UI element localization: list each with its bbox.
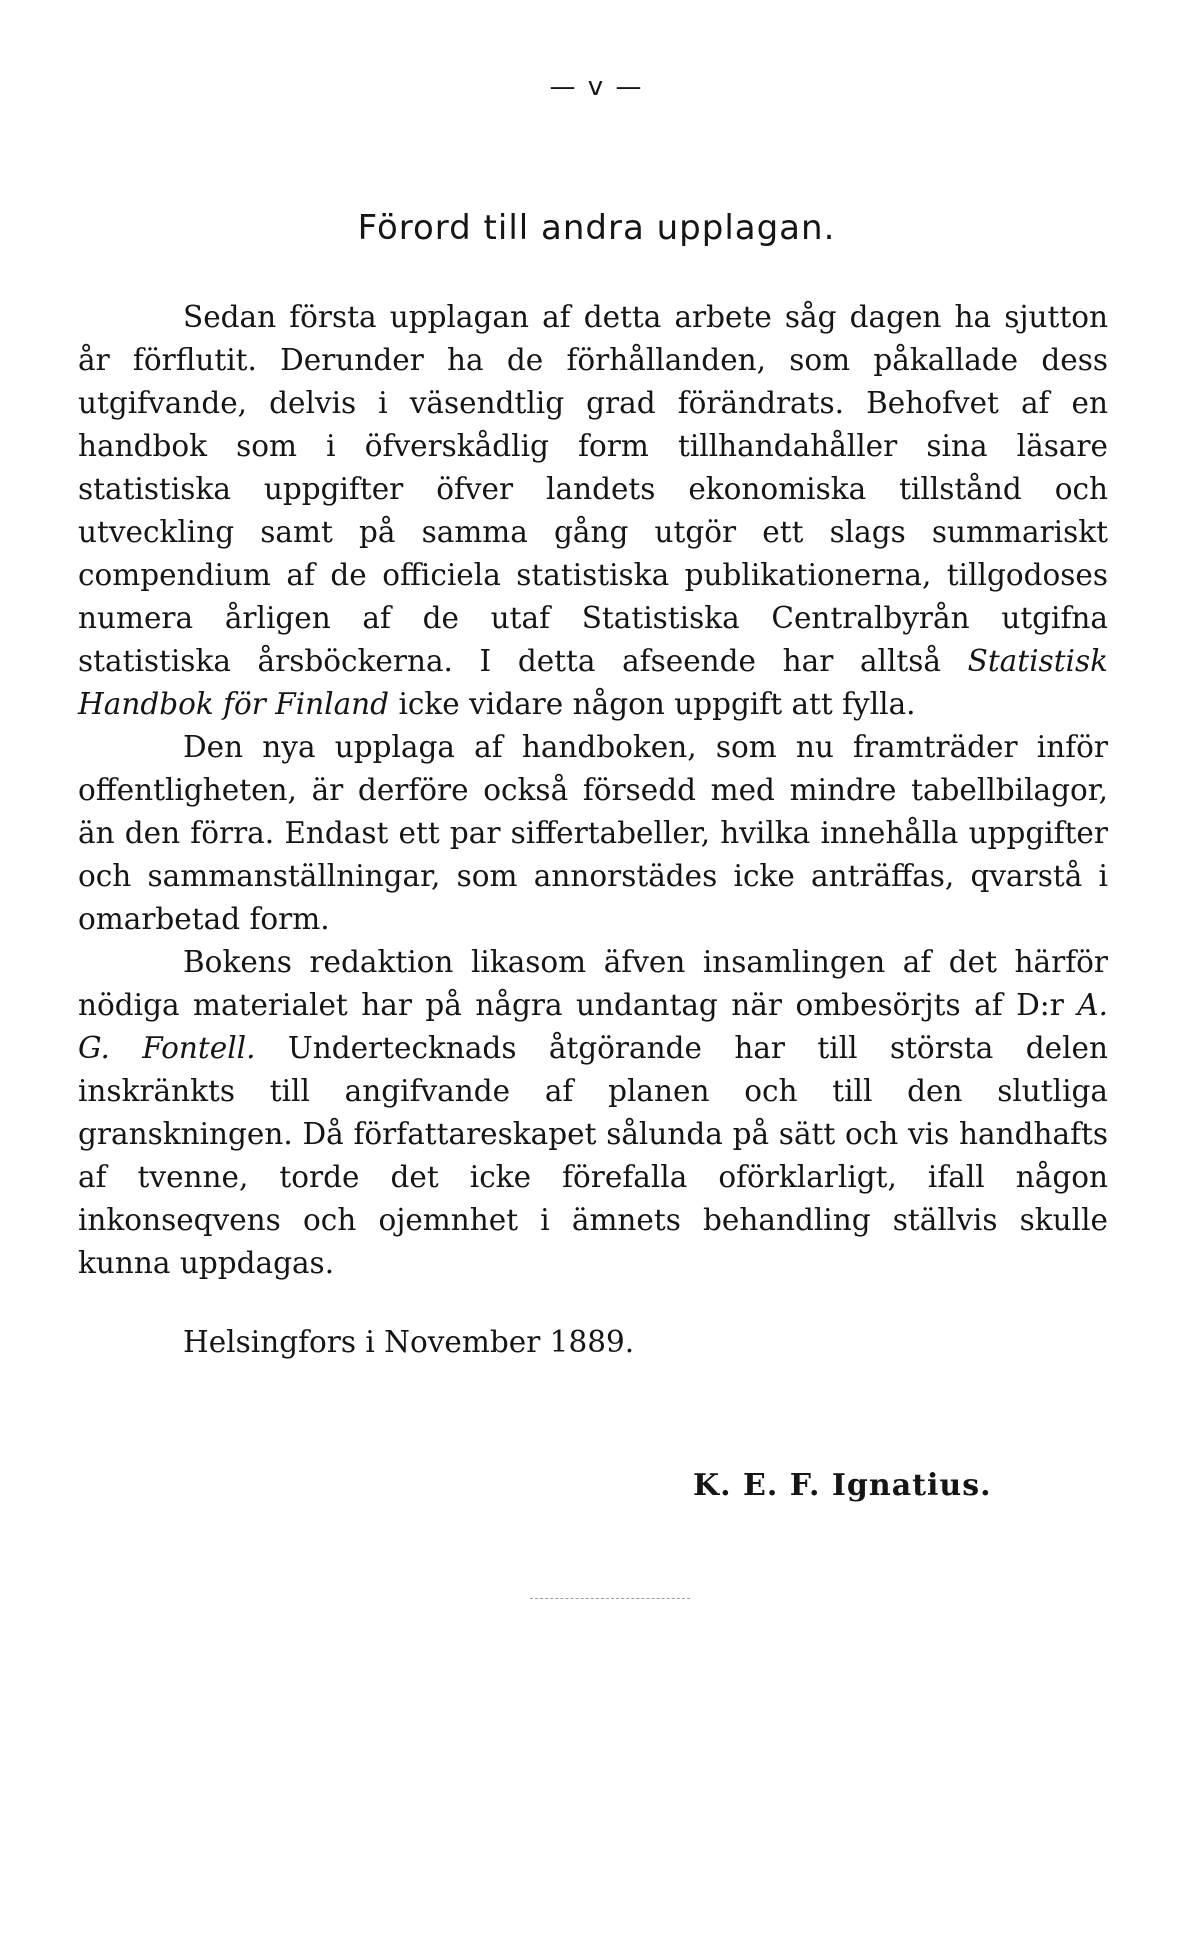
closing-divider (530, 1598, 690, 1599)
paragraph-1 (78, 296, 1108, 726)
paragraph-3-text-a: Bokens redaktion likasom äfven insamlingen af det härför nödiga materialet har på några undantag när ombesörjts af D:r (78, 945, 1108, 1022)
paragraph-2: Den nya upplaga af handboken, som nu framträder inför offentligheten, är derföre också försedd med mindre tabellbilagor, än den förra. Endast ett par siffertabeller, hvilka innehålla uppgifter och sammanställningar, som annorstädes icke anträffas, qvarstå i omarbetad form. (78, 730, 1108, 936)
book-title-italic: Statistisk Handbok för Finland (78, 644, 1108, 721)
place-date: Helsingfors i November 1889. (183, 1325, 635, 1359)
paragraph-1-text-a: Sedan första upplagan af detta arbete såg dagen ha sjutton år förflutit. Derunder ha de förhållanden, som påkallade dess utgifvande, delvis i väsendtlig grad förändrats. Behofvet af en handbok som i öfverskådlig form tillhandahåller sina läsare statistiska uppgifter öfver landets ekonomiska tillstånd och utveckling samt på samma gång utgör ett slags summariskt compendium af de officiela statistiska publikationerna, tillgodoses numera årligen af de utaf Statistiska Centralbyrån utgifna statistiska årsböckerna. I detta afseende har alltså (78, 300, 1108, 678)
signature: K. E. F. Ignatius. (693, 1468, 992, 1503)
preface-body (78, 296, 1108, 1285)
preface-title: Förord till andra upplagan. (357, 208, 836, 248)
paragraph-3 (78, 941, 1108, 1285)
paragraph-3-text-b: Undertecknads åtgörande har till största delen inskränkts till angifvande af planen och till den slutliga granskningen. Då författareskapet sålunda på sätt och vis handhafts af tvenne, torde det icke förefalla oförklarligt, ifall någon inkonseqvens och ojemnhet i ämnets behandling ställvis skulle kunna uppdagas. (78, 1031, 1108, 1280)
page-number: — v — (549, 72, 644, 102)
editor-name-italic: A. G. Fontell. (78, 988, 1108, 1065)
paragraph-1-text-b: icke vidare någon uppgift att fylla. (389, 687, 916, 721)
